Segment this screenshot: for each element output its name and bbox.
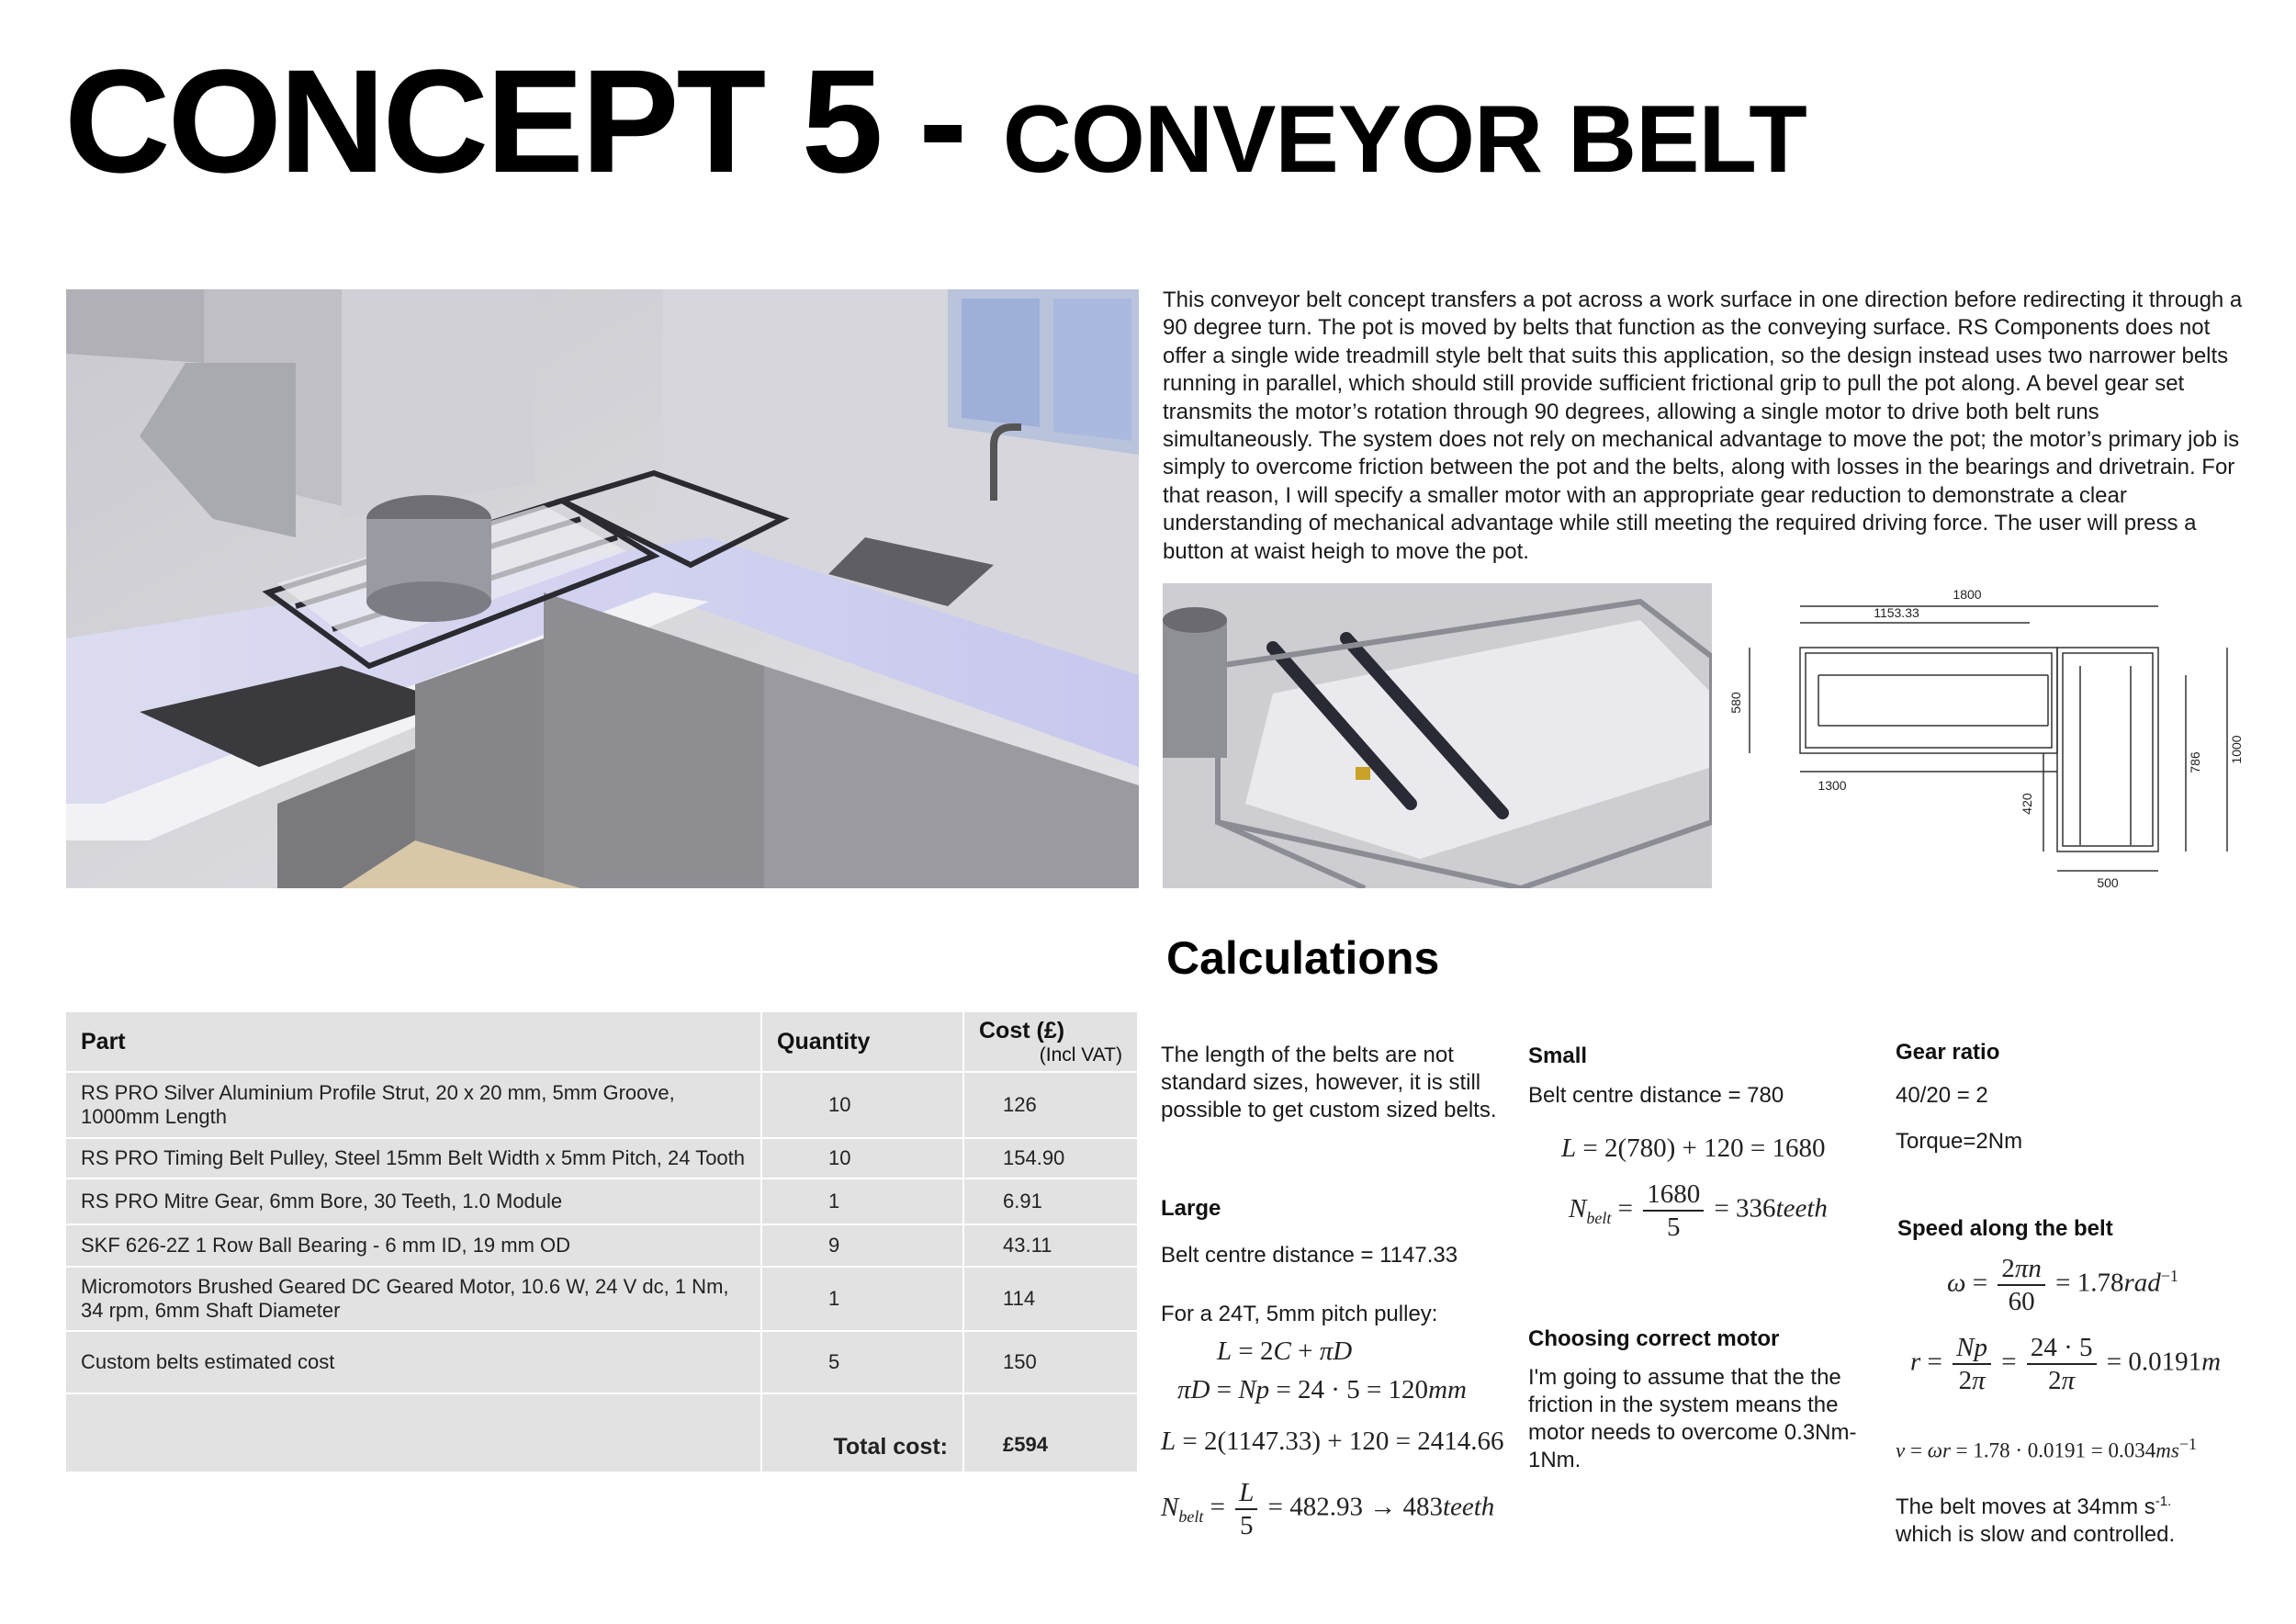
title-conveyor-belt: CONVEYOR BELT — [1002, 86, 1806, 193]
pulley-spec-text: For a 24T, 5mm pitch pulley: — [1161, 1302, 1438, 1326]
speed-conclusion-sup: -1. — [2155, 1494, 2172, 1509]
page-title — [64, 37, 1806, 206]
concept-description: This conveyor belt concept transfers a pot across a work surface in one direction before redirecting it through a 90 degree turn. The pot is moved by belts that function as the conveying surface. RS Components does not offer a single wide treadmill style belt that suits this application, so the design instead uses two narrower belts running in parallel, which should still provide sufficient frictional grip to pull the pot along. A bevel gear set transmits the motor’s rotation through 90 degrees, allowing a single motor to drive both belt runs simultaneously. The system does not rely on mechanical advantage to move the pot; the motor’s primary job is simply to overcome friction between the pot and the belts, along with losses in the bearings and drivetrain. For that reason, I will specify a smaller motor with an appropriate gear reduction to demonstrate a clear understanding of mechanical advantage while still meeting the required driving force. The user will press a button at waist heigh to move the pot. — [1163, 288, 2243, 564]
formula-small-length: L = 2(780) + 120 = 1680 — [1561, 1133, 1826, 1163]
cell-quantity: 1 — [761, 1267, 963, 1331]
total-cost-value: £594 — [963, 1393, 1138, 1472]
cell-cost: 154.90 — [963, 1138, 1138, 1179]
dim-786: 786 — [2188, 751, 2202, 773]
header-cost-sub: (Incl VAT) — [1039, 1043, 1122, 1066]
calculations-heading: Calculations — [1166, 932, 1440, 984]
cell-part: SKF 626-2Z 1 Row Ball Bearing - 6 mm ID, 19 mm OD — [66, 1224, 761, 1267]
gear-ratio-heading: Gear ratio — [1896, 1040, 2000, 1065]
dim-1800: 1800 — [1953, 587, 1982, 602]
choosing-motor-text: I'm going to assume that the the friction in the system means the motor needs to overcome 0.3Nm-1Nm. — [1528, 1365, 1857, 1472]
cell-quantity: 5 — [761, 1331, 963, 1393]
cell-cost: 43.11 — [963, 1224, 1138, 1267]
large-belt-centre-distance: Belt centre distance = 1147.33 — [1161, 1243, 1458, 1268]
total-cost-label: Total cost: — [761, 1393, 963, 1472]
formula-large-teeth: $N_{belt}$ = $\frac{L}{5}$ = 482.93 → 483teeth — [1161, 1478, 1495, 1540]
formula-pulley-radius: r = $\frac{Np}{2\pi}$ = $\frac{24 \cdot 5}{2\pi}$ = 0.0191m — [1910, 1333, 2222, 1395]
title-concept: CONCEPT 5 - — [64, 39, 1003, 203]
cell-cost: 150 — [963, 1331, 1138, 1393]
choosing-motor-heading: Choosing correct motor — [1528, 1326, 1780, 1351]
speed-heading: Speed along the belt — [1897, 1216, 2113, 1241]
formula-linear-velocity: $v = \omega r = 1.78 \cdot 0.0191 = 0.034ms^{-1}$ — [1896, 1435, 2197, 1462]
dim-1000: 1000 — [2229, 735, 2244, 764]
header-part: Part — [66, 1012, 761, 1072]
cell-cost: 6.91 — [963, 1179, 1138, 1224]
cell-part: RS PRO Silver Aluminium Profile Strut, 20 x 20 mm, 5mm Groove, 1000mm Length — [66, 1072, 761, 1138]
small-belt-centre-distance: Belt centre distance = 780 — [1528, 1083, 1784, 1108]
table-total-row — [66, 1393, 1138, 1472]
gear-ratio-value: 40/20 = 2 — [1896, 1083, 1988, 1108]
formula-pitch-circumference: πD = Np = 24 · 5 = 120mm — [1177, 1375, 1467, 1404]
table-row — [66, 1267, 1138, 1331]
kitchen-render-image — [66, 289, 1139, 888]
cell-part: Micromotors Brushed Geared DC Geared Motor, 10.6 W, 24 V dc, 1 Nm, 34 rpm, 6mm Shaft Diameter — [66, 1267, 761, 1331]
formula-angular-velocity: ω = $\frac{2\pi n}{60}$ = 1.78rad$^{-1}$ — [1947, 1254, 2178, 1316]
torque-value: Torque=2Nm — [1896, 1129, 2023, 1154]
dim-420: 420 — [2020, 793, 2034, 815]
table-row — [66, 1138, 1138, 1179]
dim-580: 580 — [1728, 692, 1743, 714]
table-row — [66, 1331, 1138, 1393]
formula-small-teeth: $N_{belt}$ = $\frac{1680}{5}$ = 336teeth — [1569, 1179, 1828, 1242]
table-header-row — [66, 1012, 1138, 1072]
table-row — [66, 1179, 1138, 1224]
speed-conclusion — [1896, 1488, 2263, 1549]
formula-belt-length: L = 2C + πD — [1217, 1336, 1353, 1366]
cell-quantity: 1 — [761, 1179, 963, 1224]
header-quantity: Quantity — [761, 1012, 963, 1072]
technical-drawing — [1727, 579, 2259, 891]
cell-part: RS PRO Timing Belt Pulley, Steel 15mm Belt Width x 5mm Pitch, 24 Tooth — [66, 1138, 761, 1179]
dim-1153: 1153.33 — [1874, 605, 1919, 620]
cell-empty — [66, 1393, 761, 1472]
formula-large-length: L = 2(1147.33) + 120 = 2414.66 — [1161, 1427, 1504, 1456]
dim-1300: 1300 — [1818, 778, 1847, 793]
cell-cost: 114 — [963, 1267, 1138, 1331]
speed-conclusion-b: which is slow and controlled. — [1896, 1522, 2176, 1547]
cell-quantity: 10 — [761, 1138, 963, 1179]
cell-quantity: 10 — [761, 1072, 963, 1138]
parts-cost-table — [66, 1012, 1139, 1473]
cell-cost: 126 — [963, 1072, 1138, 1138]
belt-length-intro: The length of the belts are not standard sizes, however, it is still possible to get custom sized belts. — [1161, 1043, 1497, 1122]
cell-part: RS PRO Mitre Gear, 6mm Bore, 30 Teeth, 1.0 Module — [66, 1179, 761, 1224]
belt-closeup-image — [1163, 583, 1712, 888]
table-row — [66, 1224, 1138, 1267]
speed-conclusion-a: The belt moves at 34mm s — [1896, 1494, 2155, 1519]
cell-part: Custom belts estimated cost — [66, 1331, 761, 1393]
small-belt-heading: Small — [1528, 1043, 1588, 1068]
table-row — [66, 1072, 1138, 1138]
header-cost — [963, 1012, 1138, 1072]
large-belt-heading: Large — [1161, 1196, 1221, 1221]
cell-quantity: 9 — [761, 1224, 963, 1267]
header-cost-label: Cost (£) — [979, 1017, 1065, 1043]
dim-500: 500 — [2097, 875, 2119, 890]
